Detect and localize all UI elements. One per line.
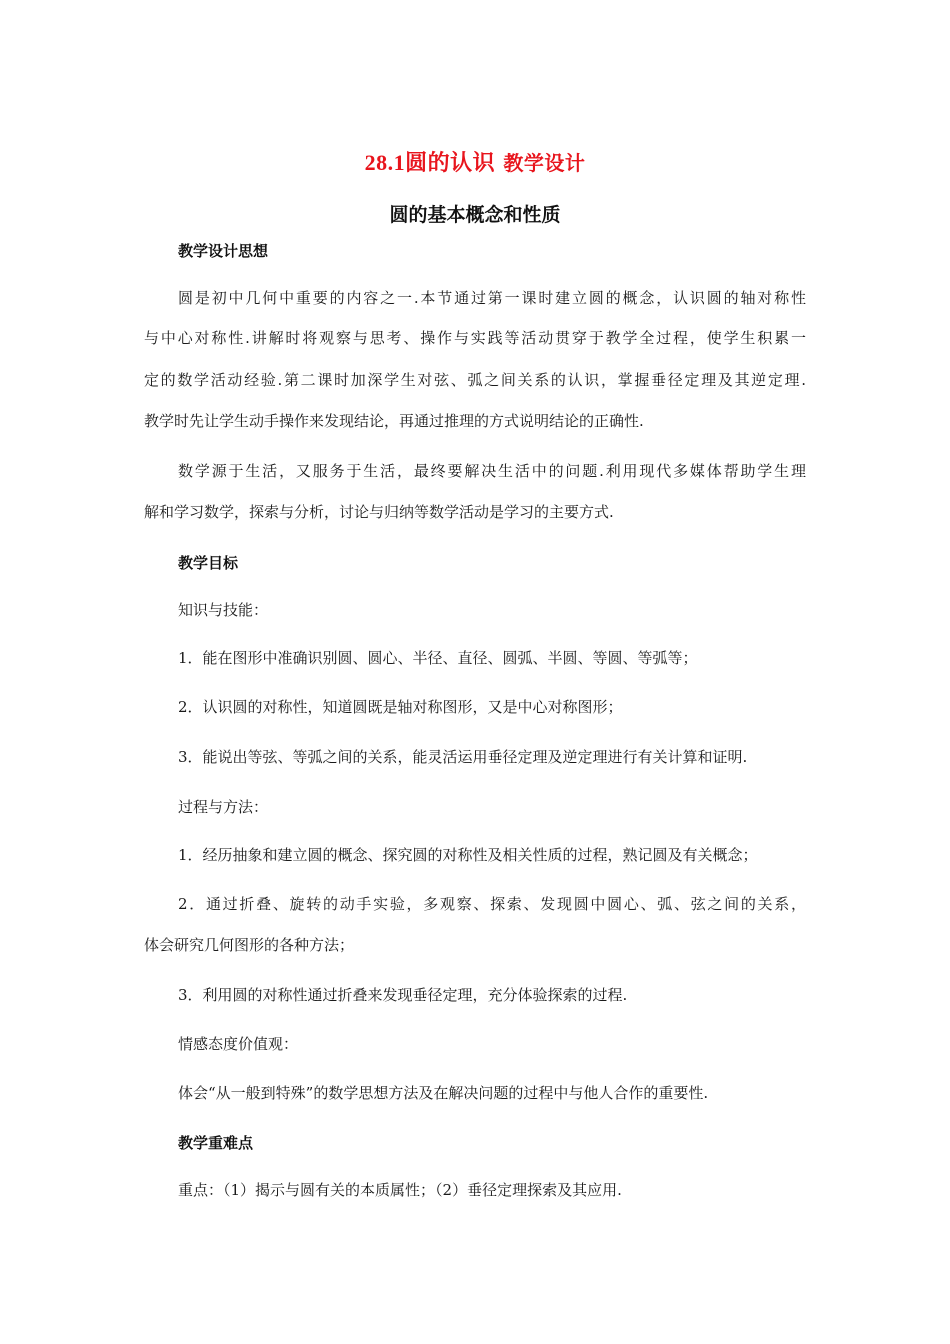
section-heading-goals: 教学目标	[178, 554, 239, 572]
section-heading-design: 教学设计思想	[178, 242, 269, 260]
paragraph-line: 教学时先让学生动手操作来发现结论，再通过推理的方式说明结论的正确性.	[144, 412, 644, 430]
list-item: 重点：（1）揭示与圆有关的本质属性；（2）垂径定理探索及其应用.	[178, 1181, 622, 1199]
list-item: 1．能在图形中准确识别圆、圆心、半径、直径、圆弧、半圆、等圆、等弧等；	[178, 649, 698, 667]
process-label: 过程与方法：	[178, 798, 269, 816]
list-item: 体会“从一般到特殊”的数学思想方法及在解决问题的过程中与他人合作的重要性.	[178, 1084, 709, 1102]
title-suffix: 教学设计	[503, 151, 586, 175]
title-number: 28.1	[364, 150, 406, 175]
knowledge-label: 知识与技能：	[178, 601, 269, 619]
paragraph-line: 数学源于生活，又服务于生活，最终要解决生活中的问题.利用现代多媒体帮助学生理	[178, 462, 806, 480]
document-subtitle: 圆的基本概念和性质	[389, 204, 561, 226]
paragraph-line: 圆是初中几何中重要的内容之一.本节通过第一课时建立圆的概念，认识圆的轴对称性	[178, 289, 806, 307]
list-item: 2．认识圆的对称性，知道圆既是轴对称图形，又是中心对称图形；	[178, 698, 623, 716]
emotion-label: 情感态度价值观：	[178, 1035, 299, 1053]
document-title	[0, 146, 950, 177]
paragraph-line: 解和学习数学，探索与分析，讨论与归纳等数学活动是学习的主要方式.	[144, 503, 614, 521]
list-item-continued: 体会研究几何图形的各种方法；	[144, 936, 355, 954]
section-heading-key: 教学重难点	[178, 1134, 254, 1152]
list-item: 1．经历抽象和建立圆的概念、探究圆的对称性及相关性质的过程，熟记圆及有关概念；	[178, 846, 758, 864]
list-item: 3．利用圆的对称性通过折叠来发现垂径定理，充分体验探索的过程.	[178, 986, 628, 1004]
list-item: 3．能说出等弦、等弧之间的关系，能灵活运用垂径定理及逆定理进行有关计算和证明.	[178, 748, 748, 766]
title-main: 圆的认识	[405, 150, 496, 176]
list-item: 2．通过折叠、旋转的动手实验，多观察、探索、发现圆中圆心、弧、弦之间的关系，	[178, 895, 806, 913]
paragraph-line: 定的数学活动经验.第二课时加深学生对弦、弧之间关系的认识，掌握垂径定理及其逆定理.	[144, 371, 806, 389]
paragraph-line: 与中心对称性.讲解时将观察与思考、操作与实践等活动贯穿于教学全过程，使学生积累一	[144, 329, 806, 347]
